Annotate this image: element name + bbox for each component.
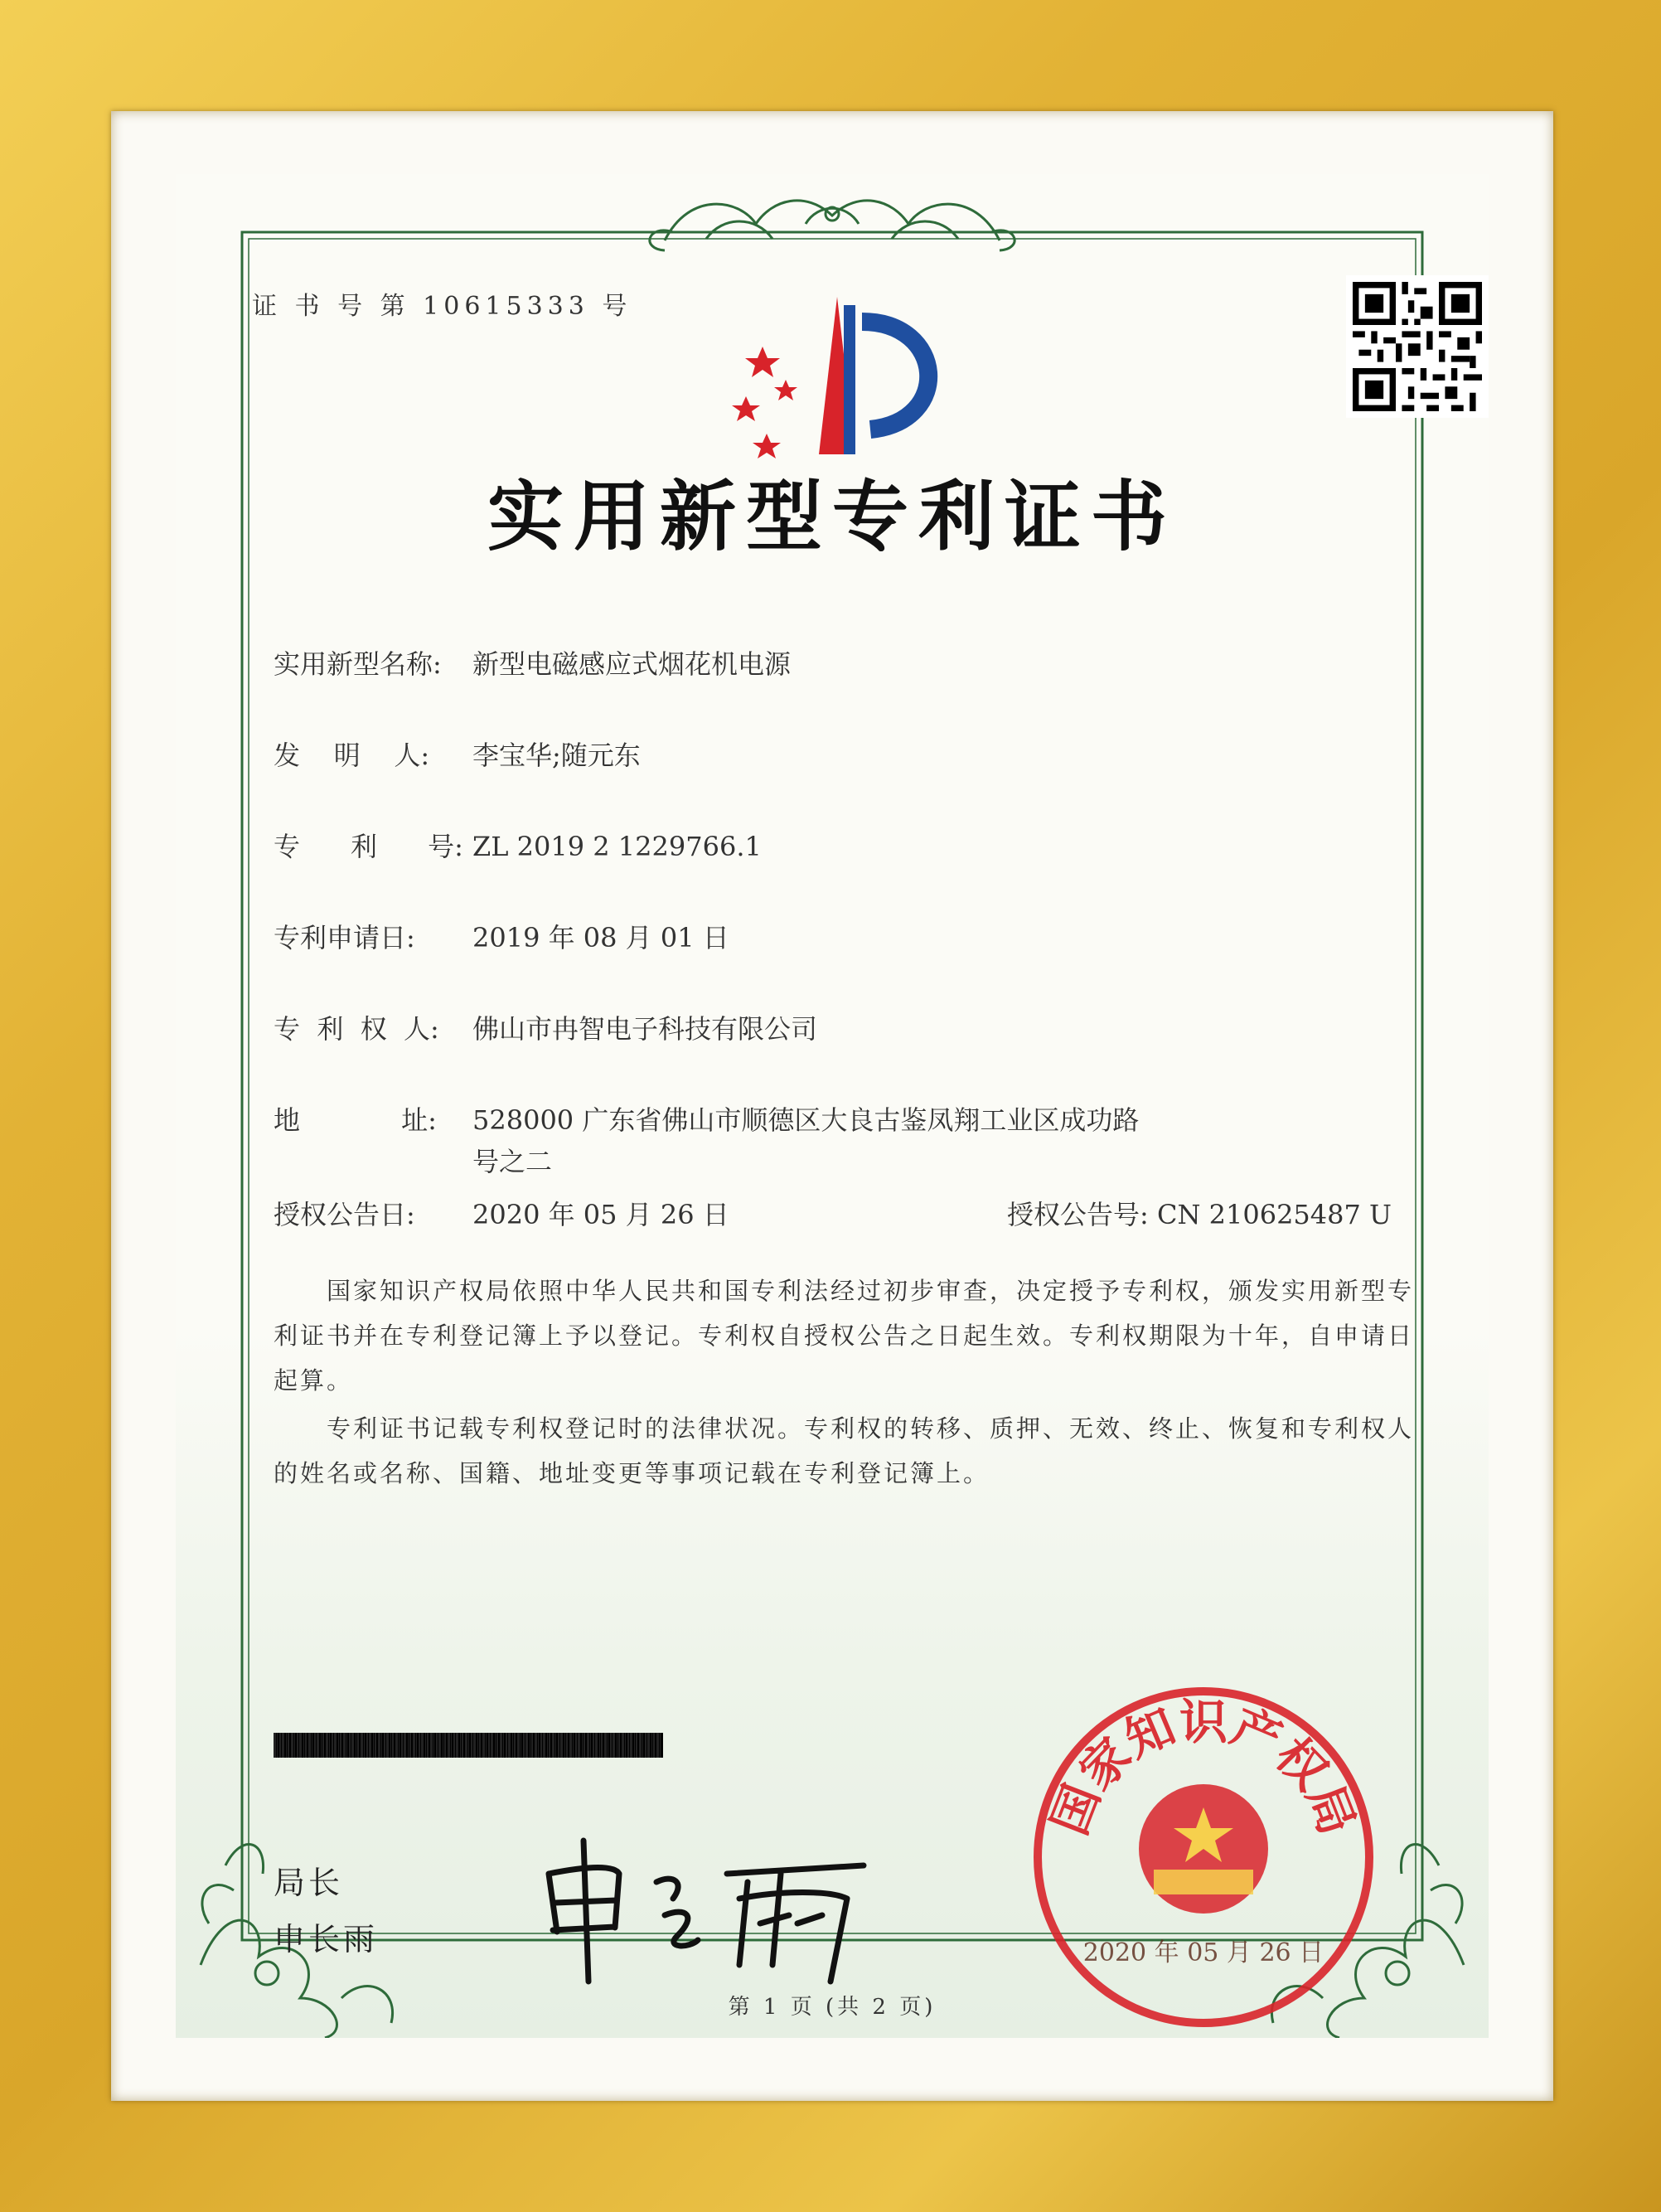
barcode-bar xyxy=(314,1733,316,1758)
barcode-bar xyxy=(277,1733,278,1758)
barcode-bar xyxy=(656,1733,659,1758)
barcode-bar xyxy=(386,1733,389,1758)
barcode-bar xyxy=(471,1733,472,1758)
page-number: 第 1 页 (共 2 页) xyxy=(728,1995,937,2020)
barcode-bar xyxy=(630,1733,632,1758)
barcode-bar xyxy=(305,1733,307,1758)
field-label: 实用新型名称: xyxy=(274,648,442,680)
barcode-bar xyxy=(433,1733,434,1758)
barcode-bar xyxy=(419,1733,420,1758)
barcode-bar xyxy=(540,1733,542,1758)
barcode-bar xyxy=(460,1733,461,1758)
barcode-bar xyxy=(375,1733,376,1758)
field-patentee xyxy=(274,1008,817,1046)
barcode-bar xyxy=(317,1733,319,1758)
barcode-bar xyxy=(392,1733,394,1758)
legal-status-paragraph: 专利证书记载专利权登记时的法律状况。专利权的转移、质押、无效、终止、恢复和专利权人的姓名或名称、国籍、地址变更等事项记载在专利登记簿上。 xyxy=(274,1414,1415,1487)
barcode-bar xyxy=(291,1733,293,1758)
barcode-bar xyxy=(401,1733,403,1758)
barcode-bar xyxy=(343,1733,346,1758)
barcode-bar xyxy=(373,1733,374,1758)
field-address-line2: 号之二 xyxy=(472,1146,553,1177)
certificate-number: 证 书 号 第 10615333 号 xyxy=(252,292,632,321)
certificate-title: 实用新型专利证书 xyxy=(487,472,1177,561)
barcode-bar xyxy=(508,1733,511,1758)
barcode-bar xyxy=(555,1733,556,1758)
barcode-bar xyxy=(525,1733,528,1758)
barcode-bar xyxy=(340,1733,341,1758)
field-value: 新型电磁感应式烟花机电源 xyxy=(472,648,792,680)
seal-date: 2020 年 05 月 26 日 xyxy=(1082,1938,1324,1967)
field-patent-number xyxy=(274,826,762,864)
barcode-bar xyxy=(456,1733,458,1758)
barcode-bar xyxy=(535,1733,537,1758)
barcode-bar xyxy=(482,1733,485,1758)
barcode-bar xyxy=(321,1733,322,1758)
grant-date-value: 2020 年 05 月 26 日 xyxy=(472,1199,729,1230)
barcode-bar xyxy=(462,1733,463,1758)
barcode-bar xyxy=(604,1733,607,1758)
barcode-bar xyxy=(590,1733,591,1758)
field-label: 地 址: xyxy=(274,1104,437,1136)
barcode-bar xyxy=(451,1733,452,1758)
barcode-bar xyxy=(294,1733,295,1758)
field-utility-model-name xyxy=(274,643,791,682)
barcode-bar xyxy=(369,1733,371,1758)
barcode-bar xyxy=(495,1733,496,1758)
barcode-bar xyxy=(625,1733,626,1758)
barcode-bar xyxy=(618,1733,620,1758)
barcode-bar xyxy=(517,1733,520,1758)
barcode-bar xyxy=(282,1733,284,1758)
barcode-bar xyxy=(448,1733,450,1758)
barcode-bar xyxy=(413,1733,415,1758)
barcode-bar xyxy=(564,1733,565,1758)
grant-statement-paragraph: 国家知识产权局依照中华人民共和国专利法经过初步审查，决定授予专利权，颁发实用新型专利证书并在专利登记簿上予以登记。专利权自授权公告之日起生效。专利权期限为十年，自申请日起算。 xyxy=(274,1277,1415,1395)
barcode-bar xyxy=(491,1733,493,1758)
barcode-bar xyxy=(453,1733,455,1758)
barcode-bar xyxy=(547,1733,548,1758)
handwritten-signature xyxy=(532,1824,880,1990)
barcode-bar xyxy=(408,1733,409,1758)
barcode-bar xyxy=(473,1733,476,1758)
barcode-bar xyxy=(308,1733,311,1758)
barcode-bar xyxy=(338,1733,339,1758)
field-label: 专利申请日: xyxy=(274,922,415,953)
seal-text: 国家知识产权局 xyxy=(1040,1694,1367,1842)
barcode-bar xyxy=(444,1733,446,1758)
field-application-date xyxy=(274,917,729,955)
official-red-seal xyxy=(1029,1683,1378,2031)
barcode-bar xyxy=(601,1733,603,1758)
field-value: 李宝华;随元东 xyxy=(472,740,641,771)
barcode-bar xyxy=(436,1733,438,1758)
barcode-bar xyxy=(569,1733,572,1758)
barcode-bar xyxy=(651,1733,652,1758)
barcode-bar xyxy=(599,1733,600,1758)
barcode-bar xyxy=(351,1733,354,1758)
field-address xyxy=(274,1099,1139,1138)
barcode-bar xyxy=(425,1733,426,1758)
barcode-bar xyxy=(538,1733,539,1758)
field-value: ZL 2019 2 1229766.1 xyxy=(472,831,762,862)
barcode-bar xyxy=(399,1733,400,1758)
barcode-bar xyxy=(334,1733,337,1758)
field-value: 2019 年 08 月 01 日 xyxy=(472,922,729,953)
barcode-bar xyxy=(512,1733,513,1758)
barcode-bar xyxy=(627,1733,629,1758)
barcode-bar xyxy=(645,1733,646,1758)
barcode xyxy=(274,1733,663,1758)
barcode-bar xyxy=(361,1733,363,1758)
barcode-bar xyxy=(274,1733,276,1758)
barcode-bar xyxy=(575,1733,577,1758)
barcode-bar xyxy=(549,1733,550,1758)
barcode-bar xyxy=(660,1733,661,1758)
barcode-bar xyxy=(381,1733,382,1758)
certificate-paper xyxy=(176,174,1489,2038)
barcode-bar xyxy=(299,1733,302,1758)
barcode-bar xyxy=(326,1733,328,1758)
barcode-bar xyxy=(639,1733,642,1758)
barcode-bar xyxy=(409,1733,411,1758)
director-name: 申长雨 xyxy=(274,1921,379,1957)
barcode-bar xyxy=(465,1733,467,1758)
barcode-bar xyxy=(634,1733,635,1758)
barcode-bar xyxy=(531,1733,533,1758)
barcode-bar xyxy=(279,1733,281,1758)
barcode-bar xyxy=(322,1733,324,1758)
barcode-bar xyxy=(349,1733,351,1758)
barcode-bar xyxy=(329,1733,330,1758)
cnipa-logo xyxy=(713,289,961,479)
barcode-bar xyxy=(346,1733,347,1758)
barcode-bar xyxy=(543,1733,545,1758)
barcode-bar xyxy=(587,1733,589,1758)
barcode-bar xyxy=(297,1733,298,1758)
barcode-bar xyxy=(578,1733,580,1758)
barcode-bar xyxy=(636,1733,637,1758)
field-value: 佛山市冉智电子科技有限公司 xyxy=(472,1013,818,1045)
barcode-bar xyxy=(395,1733,398,1758)
publication-number-value: CN 210625487 U xyxy=(1156,1199,1392,1230)
barcode-bar xyxy=(357,1733,359,1758)
grant-date-label: 授权公告日: xyxy=(274,1199,415,1230)
barcode-bar xyxy=(488,1733,490,1758)
barcode-bar xyxy=(384,1733,385,1758)
barcode-bar xyxy=(468,1733,469,1758)
barcode-bar xyxy=(438,1733,441,1758)
barcode-bar xyxy=(582,1733,583,1758)
barcode-bar xyxy=(303,1733,304,1758)
frame-mat xyxy=(111,111,1553,2101)
barcode-bar xyxy=(622,1733,624,1758)
barcode-bar xyxy=(566,1733,568,1758)
barcode-bar xyxy=(610,1733,612,1758)
barcode-bar xyxy=(613,1733,615,1758)
barcode-bar xyxy=(595,1733,598,1758)
barcode-bar xyxy=(584,1733,585,1758)
field-label: 发 明 人: xyxy=(274,740,430,771)
barcode-bar xyxy=(366,1733,368,1758)
field-label: 专 利 号: xyxy=(274,831,463,862)
barcode-bar xyxy=(560,1733,563,1758)
publication-number-group xyxy=(1007,1194,1392,1232)
barcode-bar xyxy=(421,1733,424,1758)
barcode-bar xyxy=(647,1733,650,1758)
qr-code xyxy=(1346,275,1489,418)
barcode-bar xyxy=(523,1733,525,1758)
barcode-bar xyxy=(653,1733,655,1758)
barcode-bar xyxy=(332,1733,333,1758)
publication-number-label: 授权公告号: xyxy=(1007,1199,1149,1230)
barcode-bar xyxy=(404,1733,406,1758)
director-title: 局长 xyxy=(274,1865,344,1901)
barcode-bar xyxy=(573,1733,574,1758)
barcode-bar xyxy=(496,1733,498,1758)
field-grant-announcement xyxy=(274,1194,1434,1232)
barcode-bar xyxy=(430,1733,433,1758)
barcode-bar xyxy=(477,1733,478,1758)
barcode-bar xyxy=(364,1733,365,1758)
barcode-bar xyxy=(427,1733,429,1758)
barcode-bar xyxy=(486,1733,487,1758)
barcode-bar xyxy=(479,1733,481,1758)
barcode-bar xyxy=(390,1733,391,1758)
barcode-bar xyxy=(288,1733,289,1758)
field-inventors xyxy=(274,735,641,773)
barcode-bar xyxy=(514,1733,516,1758)
barcode-bar xyxy=(503,1733,504,1758)
barcode-bar xyxy=(593,1733,594,1758)
barcode-bar xyxy=(378,1733,380,1758)
barcode-bar xyxy=(500,1733,502,1758)
barcode-bar xyxy=(558,1733,559,1758)
field-value: 528000 广东省佛山市顺德区大良古鉴凤翔工业区成功路 xyxy=(472,1104,1140,1136)
barcode-bar xyxy=(286,1733,287,1758)
field-label: 专 利 权 人: xyxy=(274,1013,439,1045)
barcode-bar xyxy=(642,1733,643,1758)
barcode-bar xyxy=(552,1733,554,1758)
barcode-bar xyxy=(506,1733,507,1758)
barcode-bar xyxy=(416,1733,417,1758)
